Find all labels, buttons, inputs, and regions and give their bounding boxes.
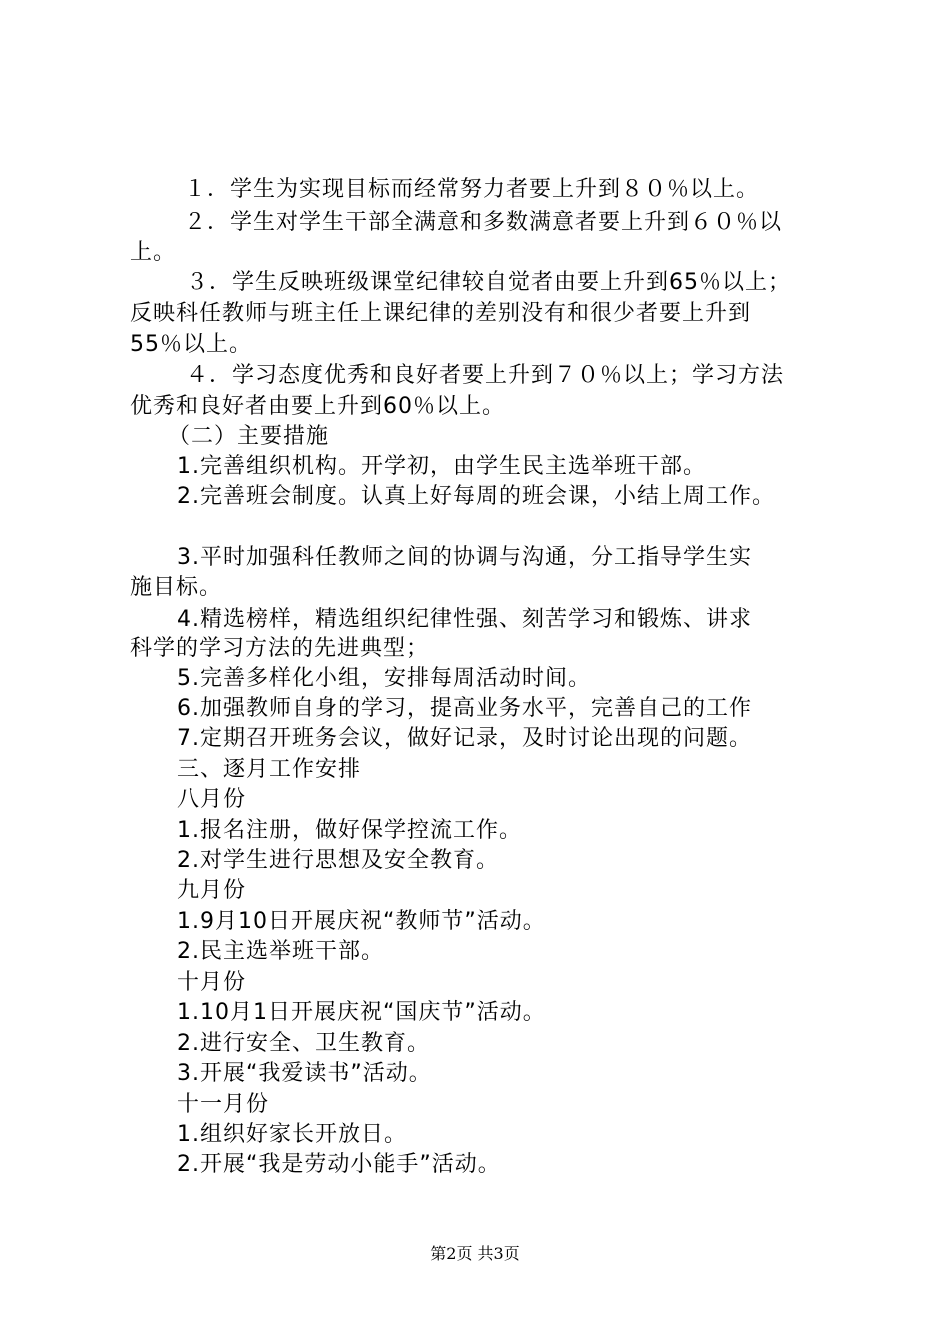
text-line: 1.10月1日开展庆祝“国庆节”活动。 [177, 1000, 546, 1025]
text-line: 施目标。 [130, 575, 223, 600]
text-line: 优秀和良好者由要上升到60％以上。 [130, 394, 505, 419]
month-heading: 十一月份 [177, 1092, 270, 1117]
text-line: ２．学生对学生干部全满意和多数满意者要上升到６０％以 [184, 210, 783, 235]
text-line: 6.加强教师自身的学习，提高业务水平，完善自己的工作 [177, 696, 752, 721]
section-heading: 三、逐月工作安排 [177, 757, 362, 782]
text-line: 4.精选榜样，精选组织纪律性强、刻苦学习和锻炼、讲求 [177, 607, 752, 632]
text-line: ４．学习态度优秀和良好者要上升到７０％以上；学习方法 [186, 363, 785, 388]
text-line: 1.9月10日开展庆祝“教师节”活动。 [177, 909, 546, 934]
text-line: 3.平时加强科任教师之间的协调与沟通，分工指导学生实 [177, 545, 752, 570]
text-line: 科学的学习方法的先进典型； [130, 636, 430, 661]
text-line: 3.开展“我爱读书”活动。 [177, 1061, 432, 1086]
text-line: 2.进行安全、卫生教育。 [177, 1031, 430, 1056]
month-heading: 八月份 [177, 787, 247, 812]
text-line: １．学生为实现目标而经常努力者要上升到８０％以上。 [184, 177, 760, 202]
text-line: 上。 [130, 240, 177, 265]
text-line: 7.定期召开班务会议，做好记录，及时讨论出现的问题。 [177, 726, 752, 751]
month-heading: 十月份 [177, 970, 247, 995]
text-line: 1.完善组织机构。开学初，由学生民主选举班干部。 [177, 454, 706, 479]
page-number-footer: 第2页 共3页 [430, 1244, 520, 1263]
text-line: 2.完善班会制度。认真上好每周的班会课，小结上周工作。 [177, 484, 775, 509]
text-line: 1.报名注册，做好保学控流工作。 [177, 818, 522, 843]
text-line: 2.开展“我是劳动小能手”活动。 [177, 1152, 501, 1177]
section-heading: （二）主要措施 [168, 424, 330, 449]
text-line: 2.对学生进行思想及安全教育。 [177, 848, 499, 873]
month-heading: 九月份 [177, 878, 247, 903]
text-line: 1.组织好家长开放日。 [177, 1122, 407, 1147]
text-line: 55％以上。 [130, 332, 252, 357]
text-line: 反映科任教师与班主任上课纪律的差别没有和很少者要上升到 [130, 301, 752, 326]
text-line: 2.民主选举班干部。 [177, 939, 384, 964]
text-line: 5.完善多样化小组，安排每周活动时间。 [177, 666, 591, 691]
text-line: ３．学生反映班级课堂纪律较自觉者由要上升到65％以上； [186, 270, 791, 295]
